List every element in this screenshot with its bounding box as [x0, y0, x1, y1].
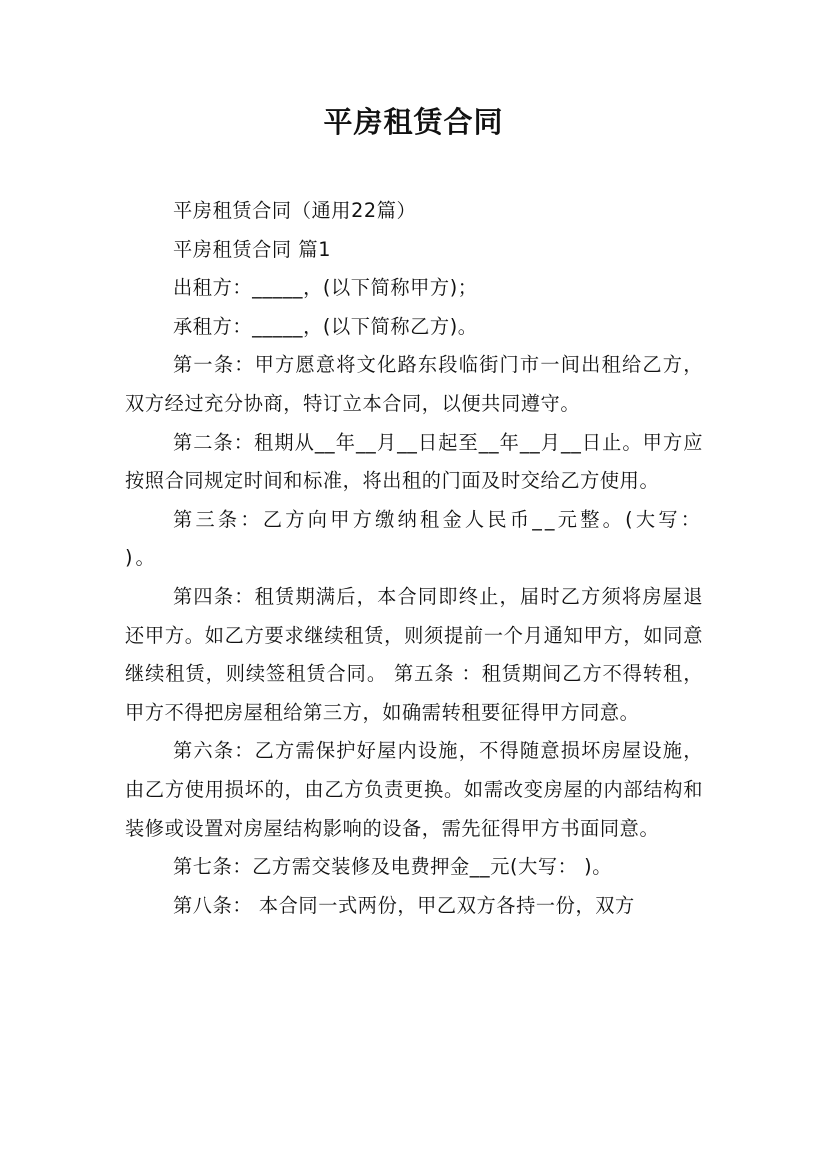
paragraph-lessor: 出租方：_____，(以下简称甲方)；	[173, 276, 478, 300]
paragraph-article-3: 第三条：乙方向甲方缴纳租金人民币__元整。(大写： )。	[125, 507, 703, 570]
paragraph-article-4-5: 第四条：租赁期满后，本合同即终止，届时乙方须将房屋退还甲方。如乙方要求继续租赁，则须提前一个月通知甲方，如同意继续租赁，则续签租赁合同。 第五条 ：租赁期间乙方不得转租，甲方不得把房屋租给第三方，如确需转租要征得甲方同意。	[125, 584, 703, 724]
document-title: 平房租赁合同	[323, 105, 504, 139]
paragraph-subtitle: 平房租赁合同（通用22篇）	[173, 199, 417, 222]
paragraph-section-heading: 平房租赁合同 篇1	[173, 237, 332, 261]
paragraph-article-8: 第八条： 本合同一式两份，甲乙双方各持一份，双方	[173, 893, 635, 917]
paragraph-article-6: 第六条：乙方需保护好屋内设施，不得随意损坏房屋设施，由乙方使用损坏的，由乙方负责更换。如需改变房屋的内部结构和装修或设置对房屋结构影响的设备，需先征得甲方书面同意。	[125, 739, 703, 840]
paragraph-article-7: 第七条：乙方需交装修及电费押金__元(大写： )。	[173, 855, 613, 879]
paragraph-article-1: 第一条：甲方愿意将文化路东段临街门市一间出租给乙方，双方经过充分协商，特订立本合同，以便共同遵守。	[125, 353, 703, 415]
document-body	[125, 192, 703, 925]
paragraph-article-2: 第二条：租期从__年__月__日起至__年__月__日止。甲方应按照合同规定时间和标准，将出租的门面及时交给乙方使用。	[125, 430, 703, 493]
paragraph-lessee: 承租方：_____，(以下简称乙方)。	[173, 314, 478, 338]
